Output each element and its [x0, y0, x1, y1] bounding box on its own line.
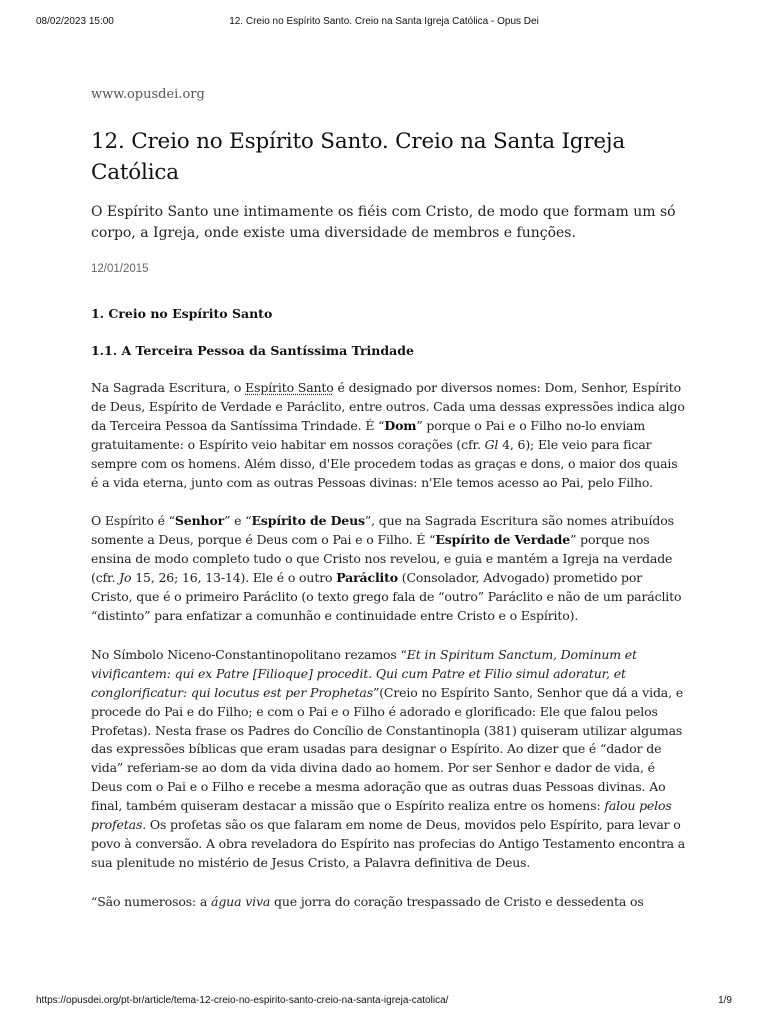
paragraph-1: Na Sagrada Escritura, o Espírito Santo é designado por diversos nomes: Dom, Senhor, Espírito de Deus, Espírito de Verdade e Paráclito, entre outros. Cada uma dessas expressões indica algo da Terceira Pessoa da Santíssima Trindade. É “Dom” porque o Pai e o Filho no-lo enviam gratuitamente: o Espírito veio habitar em nossos corações (cfr. Gl 4, 6); Ele veio para ficar sempre com os homens. Além disso, d'Ele procedem todas as graças e dons, o maior dos quais é a vida eterna, junto com as outras Pessoas divinas: n'Ele temos acesso ao Pai, pelo Filho.: [91, 380, 685, 490]
article: [91, 84, 687, 942]
article-subtitle: O Espírito Santo une intimamente os fiéis com Cristo, de modo que formam um só corpo, a Igreja, onde existe uma diversidade de membros e funções.: [91, 204, 676, 241]
espirito-santo-link[interactable]: Espírito Santo: [245, 380, 334, 395]
subsection-heading: 1.1. A Terceira Pessoa da Santíssima Trindade: [91, 343, 414, 358]
print-page-title: 12. Creio no Espírito Santo. Creio na Santa Igreja Católica - Opus Dei: [229, 16, 539, 27]
paragraph-3: No Símbolo Niceno-Constantinopolitano rezamos “Et in Spiritum Sanctum, Dominum et vivificantem: qui ex Patre [Filioque] procedit. Qui cum Patre et Filio simul adoratur, et conglorificatur: qui locutus est per Prophetas”(Creio no Espírito Santo, Senhor que dá a vida, e procede do Pai e do Filho; e com o Pai e o Filho é adorado e glorificado: Ele que falou pelos Profetas). Nesta frase os Padres do Concílio de Constantinopla (381) quiseram utilizar algumas das expressões bíblicas que eram usadas para designar o Espírito. Ao dizer que é “dador de vida” referiam-se ao dom da vida divina dado ao homem. Por ser Senhor e dador de vida, é Deus com o Pai e o Filho e recebe a mesma adoração que as outras duas Pessoas divinas. Ao final, também quiseram destacar a missão que o Espírito realiza entre os homens: falou pelos profetas. Os profetas são os que falaram em nome de Deus, movidos pelo Espírito, para levar o povo à conversão. A obra reveladora do Espírito nas profecias do Antigo Testamento encontra a sua plenitude no mistério de Jesus Cristo, a Palavra definitiva de Deus.: [91, 646, 686, 870]
print-header: [36, 16, 732, 30]
print-url: https://opusdei.org/pt-br/article/tema-12-creio-no-espirito-santo-creio-na-santa-igreja-catolica/: [36, 995, 449, 1006]
print-footer: [36, 995, 732, 1009]
print-datetime: 08/02/2023 15:00: [36, 16, 114, 27]
paragraph-4: “São numerosos: a água viva que jorra do coração trespassado de Cristo e dessedenta os: [91, 893, 644, 909]
article-date: 12/01/2015: [91, 263, 149, 275]
article-title: 12. Creio no Espírito Santo. Creio na Santa Igreja Católica: [91, 129, 625, 185]
site-domain: www.opusdei.org: [91, 87, 205, 102]
section-heading: 1. Creio no Espírito Santo: [91, 306, 273, 321]
page-number: 1/9: [718, 995, 732, 1006]
paragraph-2: O Espírito é “Senhor” e “Espírito de Deus”, que na Sagrada Escritura são nomes atribuídos somente a Deus, porque é Deus com o Pai e o Filho. É “Espírito de Verdade” porque nos ensina de modo completo tudo o que Cristo nos revelou, e guia e mantém a Igreja na verdade (cfr. Jo 15, 26; 16, 13-14). Ele é o outro Paráclito (Consolador, Advogado) prometido por Cristo, que é o primeiro Paráclito (o texto grego fala de “outro” Paráclito e não de um paráclito “distinto” para enfatizar a comunhão e continuidade entre Cristo e o Espírito).: [91, 513, 682, 623]
